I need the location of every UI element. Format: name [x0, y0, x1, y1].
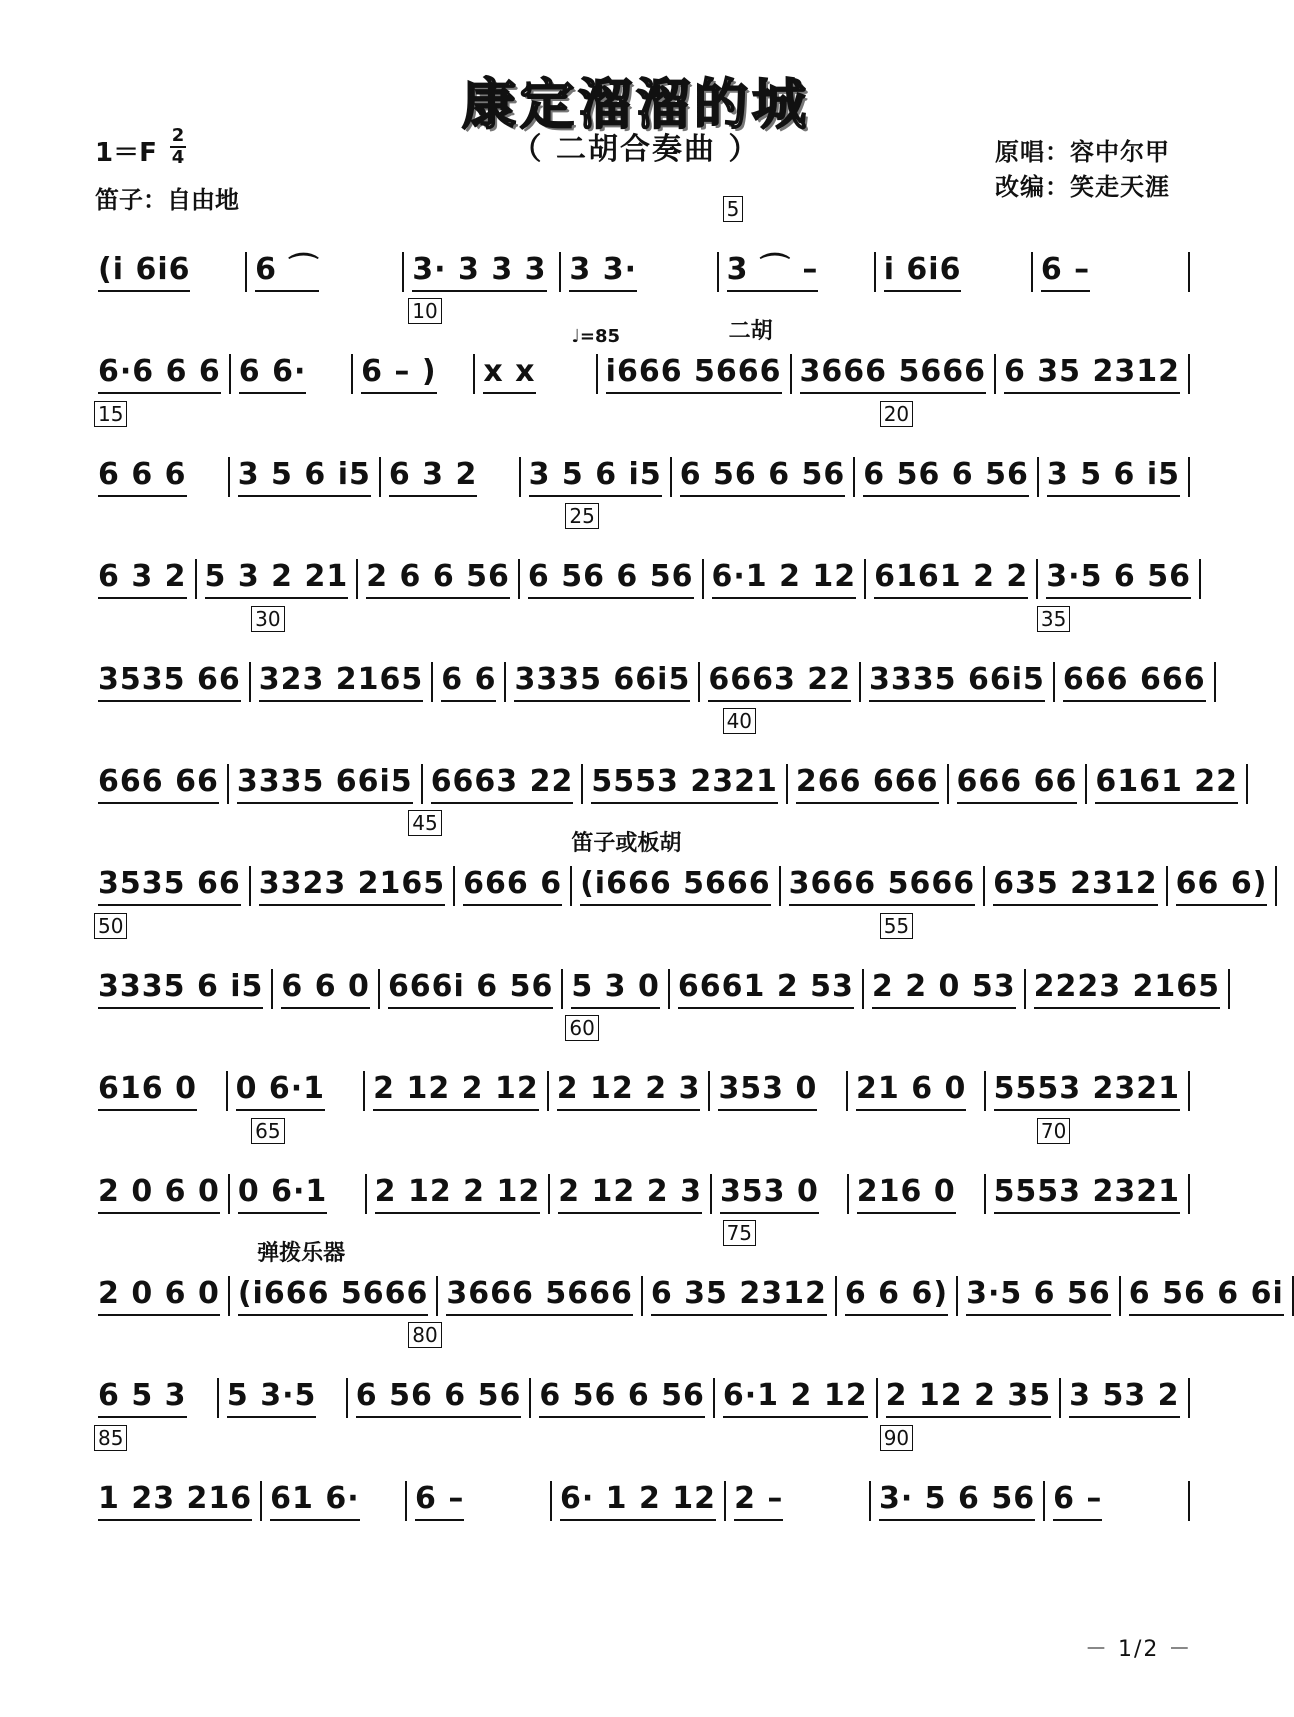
measure — [273, 969, 378, 1013]
measure — [876, 252, 1031, 296]
measure-notes: 6 35 2312 — [1004, 354, 1180, 394]
score-system — [90, 1322, 1190, 1422]
measure-notes: 266 666 — [796, 764, 939, 804]
measure — [792, 354, 994, 398]
measure — [788, 764, 947, 808]
measure-notes: 6 3 2 — [98, 559, 187, 599]
measure-notes: 6663 22 — [708, 662, 851, 702]
measure-notes: 666 6 — [463, 866, 562, 906]
measure-row — [90, 354, 1190, 398]
measure — [251, 662, 432, 706]
measure — [90, 457, 228, 501]
measure-notes: 6 56 6 56 — [680, 457, 846, 497]
measure-notes: 6 – — [1041, 252, 1090, 292]
measure — [719, 252, 874, 296]
measure-notes: 666 66 — [98, 764, 219, 804]
score-system — [90, 1015, 1190, 1115]
barline — [1188, 354, 1190, 394]
measure — [985, 866, 1166, 910]
rehearsal-number: 55 — [880, 913, 913, 939]
measure — [848, 1071, 984, 1115]
measure — [455, 866, 570, 910]
measure — [549, 1071, 709, 1115]
measure — [90, 1378, 217, 1422]
measure — [230, 1174, 365, 1218]
measure-notes: 6·1 2 12 — [723, 1378, 868, 1418]
measure-notes: 666i 6 56 — [388, 969, 553, 1009]
measure-row — [90, 1174, 1190, 1218]
measure-notes: 6661 2 53 — [678, 969, 854, 1009]
measure-notes: 5553 2321 — [994, 1071, 1180, 1111]
measure-notes: 3535 66 — [98, 866, 241, 906]
measure-notes: 3·5 6 56 — [966, 1276, 1111, 1316]
measure — [90, 1481, 260, 1525]
measure-notes: 323 2165 — [259, 662, 424, 702]
measure-notes: x x — [483, 354, 535, 394]
measure-row — [90, 661, 1206, 706]
measure — [228, 1071, 364, 1115]
rehearsal-number: 5 — [723, 196, 744, 222]
measure-notes: 3323 2165 — [259, 866, 445, 906]
score-system — [90, 810, 1268, 910]
instrument-label: 笛子或板胡 — [571, 831, 682, 857]
measure — [90, 252, 245, 296]
rehearsal-number: 20 — [880, 401, 913, 427]
measure-notes: 3 53 2 — [1069, 1378, 1179, 1418]
measure-notes: 6161 22 — [1095, 764, 1238, 804]
instrument-label: 弹拨乐器 — [257, 1241, 346, 1266]
measure — [433, 662, 504, 706]
measure — [90, 1071, 226, 1115]
measure-notes: 666 66 — [957, 764, 1078, 804]
rehearsal-number: 80 — [408, 1322, 441, 1348]
measure — [561, 252, 716, 296]
measure-notes: 3 5 6 i5 — [238, 457, 371, 497]
rehearsal-number: 45 — [408, 810, 441, 836]
score-system — [90, 298, 1190, 398]
measure-notes: 616 0 — [98, 1071, 197, 1111]
measure — [986, 1174, 1188, 1218]
measure-notes: 66 6) — [1176, 866, 1268, 906]
measure — [90, 764, 227, 808]
measure — [90, 354, 229, 398]
intro-instruction: 笛子：自由地 — [95, 186, 239, 214]
measure-row — [90, 866, 1268, 910]
measure-notes: 6 – — [1053, 1481, 1102, 1521]
measure-row — [90, 252, 1190, 296]
measure — [583, 764, 785, 808]
measure-notes: 5553 2321 — [994, 1174, 1180, 1214]
measure-notes: 6 6· — [239, 354, 307, 394]
measure-notes: 61 6· — [270, 1481, 359, 1521]
measure-notes: 6 6 0 — [281, 969, 370, 1009]
measure-notes: (i666 5666 — [238, 1276, 429, 1316]
measure-notes: 666 666 — [1063, 662, 1206, 702]
measure-notes: 3 3· — [569, 252, 637, 292]
measure — [197, 559, 357, 603]
measure-notes: 6 5 3 — [98, 1378, 187, 1418]
rehearsal-number: 60 — [565, 1015, 598, 1041]
measure — [247, 252, 402, 296]
measure-notes: 6 56 6 6i — [1129, 1276, 1284, 1316]
measure — [229, 764, 421, 808]
measure-row — [90, 1276, 1284, 1320]
measure-notes: 2 12 2 35 — [886, 1378, 1052, 1418]
measure-notes: 6·6 6 6 — [98, 354, 221, 394]
measure — [996, 354, 1188, 398]
measure-notes: 3535 66 — [98, 662, 241, 702]
barline — [1199, 559, 1201, 599]
measure — [878, 1378, 1060, 1422]
measure — [521, 457, 670, 501]
score-system — [90, 606, 1206, 706]
score-system — [90, 503, 1190, 603]
measure — [949, 764, 1086, 808]
measure-notes: 3·5 6 56 — [1046, 559, 1191, 599]
measure-row — [90, 559, 1190, 603]
measure — [643, 1276, 835, 1320]
measure-notes: 2 12 2 3 — [558, 1174, 702, 1214]
arranger: 改编：笑走天涯 — [995, 173, 1170, 201]
barline — [1246, 764, 1248, 804]
barline — [1188, 1174, 1190, 1214]
measure-notes: 6161 2 2 — [874, 559, 1028, 599]
measure-row — [90, 457, 1190, 501]
measure — [531, 1378, 713, 1422]
measure — [781, 866, 983, 910]
tempo-marking: ♩=85 — [571, 326, 621, 348]
measure-notes: 3666 5666 — [800, 354, 986, 394]
measure-notes: 2 12 2 12 — [375, 1174, 541, 1214]
measure — [1033, 252, 1188, 296]
measure — [864, 969, 1024, 1013]
barline — [1188, 1071, 1190, 1111]
measure — [1061, 1378, 1188, 1422]
measure — [231, 354, 351, 398]
measure — [90, 1174, 228, 1218]
measure-notes: 6 – ) — [361, 354, 436, 394]
score-system — [90, 196, 1190, 296]
measure — [1045, 1481, 1188, 1525]
measure-notes: 2 0 6 0 — [98, 1174, 220, 1214]
measure — [700, 662, 859, 706]
measure — [704, 559, 865, 603]
rehearsal-number: 75 — [723, 1220, 756, 1246]
measure-row — [90, 1071, 1190, 1115]
measure — [438, 1276, 640, 1320]
measure-notes: 3335 6 i5 — [98, 969, 263, 1009]
measure — [506, 662, 698, 706]
barline — [1292, 1276, 1294, 1316]
measure — [90, 969, 271, 1013]
measure — [1168, 866, 1276, 910]
barline — [1228, 969, 1230, 1009]
measure-notes: 3335 66i5 — [869, 662, 1045, 702]
measure — [381, 457, 519, 501]
measure — [866, 559, 1036, 603]
measure — [358, 559, 518, 603]
measure — [855, 457, 1037, 501]
measure-notes: 3· 3 3 3 — [412, 252, 546, 292]
measure — [251, 866, 453, 910]
measure-notes: 6 ⌒ — [255, 252, 319, 292]
measure-notes: 6 3 2 — [389, 457, 478, 497]
measure-notes: 3· 5 6 56 — [879, 1481, 1035, 1521]
rehearsal-number: 85 — [94, 1425, 127, 1451]
measure-notes: 2 6 6 56 — [366, 559, 510, 599]
measure-notes: 6 56 6 56 — [539, 1378, 705, 1418]
page-number: － 1/2 － — [1085, 1637, 1193, 1662]
measure-notes: 3335 66i5 — [514, 662, 690, 702]
measure — [90, 1276, 228, 1320]
measure-notes: 2 – — [734, 1481, 783, 1521]
barline — [1214, 662, 1216, 702]
measure-notes: 6 35 2312 — [651, 1276, 827, 1316]
measure — [849, 1174, 984, 1218]
measure — [475, 354, 595, 398]
rehearsal-number: 70 — [1037, 1118, 1070, 1144]
measure — [986, 1071, 1188, 1115]
rehearsal-number: 65 — [251, 1118, 284, 1144]
measure-notes: 0 6·1 — [238, 1174, 327, 1214]
measure — [726, 1481, 869, 1525]
measure — [861, 662, 1053, 706]
score-subtitle: （ 二胡合奏曲 ） — [511, 132, 761, 167]
measure-notes: 6 56 6 56 — [863, 457, 1029, 497]
measure — [563, 969, 668, 1013]
score-system — [90, 1118, 1190, 1218]
measure — [1121, 1276, 1292, 1320]
measure — [715, 1378, 876, 1422]
measure-notes: 1 23 216 — [98, 1481, 252, 1521]
rehearsal-number: 40 — [723, 708, 756, 734]
measure-notes: 6 6 — [441, 662, 496, 702]
measure — [407, 1481, 550, 1525]
barline — [1188, 1481, 1190, 1521]
measure — [219, 1378, 346, 1422]
measure-notes: (i 6i6 — [98, 252, 190, 292]
measure-notes: 3666 5666 — [446, 1276, 632, 1316]
measure — [572, 866, 779, 910]
instrument-label: 二胡 — [728, 319, 773, 345]
measure-notes: 6 6 6 — [98, 457, 187, 497]
measure-notes: i666 5666 — [606, 354, 782, 394]
measure — [550, 1174, 710, 1218]
measure — [672, 457, 854, 501]
measure-notes: 2 2 0 53 — [872, 969, 1016, 1009]
score-system — [90, 708, 1239, 808]
measure — [1026, 969, 1228, 1013]
measure-notes: 5553 2321 — [591, 764, 777, 804]
measure — [423, 764, 582, 808]
barline — [1188, 252, 1190, 292]
measure — [365, 1071, 547, 1115]
measure-notes: 5 3 0 — [571, 969, 660, 1009]
barline — [1275, 866, 1277, 906]
measure-notes: 6 56 6 56 — [356, 1378, 522, 1418]
measure — [958, 1276, 1119, 1320]
measure — [262, 1481, 405, 1525]
measure — [520, 559, 702, 603]
measure-notes: 2 0 6 0 — [98, 1276, 220, 1316]
rehearsal-number: 50 — [94, 913, 127, 939]
rehearsal-number: 10 — [408, 298, 441, 324]
measure — [230, 1276, 437, 1320]
measure-notes: 5 3 2 21 — [205, 559, 349, 599]
measure-notes: 2 12 2 12 — [373, 1071, 539, 1111]
measure — [837, 1276, 956, 1320]
measure — [1055, 662, 1214, 706]
measure — [90, 662, 249, 706]
measure — [710, 1071, 846, 1115]
rehearsal-number: 15 — [94, 401, 127, 427]
measure — [1038, 559, 1199, 603]
measure-row — [90, 764, 1239, 808]
measure — [598, 354, 790, 398]
key-signature: 1＝F — [95, 138, 157, 168]
measure-notes: 6663 22 — [431, 764, 574, 804]
score-title: 康定溜溜的城 — [462, 73, 810, 136]
time-signature — [170, 126, 186, 168]
rehearsal-number: 90 — [880, 1425, 913, 1451]
measure — [367, 1174, 549, 1218]
measure — [712, 1174, 847, 1218]
measure — [670, 969, 862, 1013]
measure-notes: 2223 2165 — [1034, 969, 1220, 1009]
score-system — [90, 401, 1190, 501]
barline — [1188, 457, 1190, 497]
measure — [552, 1481, 724, 1525]
measure-row — [90, 1378, 1190, 1422]
measure — [404, 252, 559, 296]
measure-row — [90, 968, 1221, 1013]
measure-notes: 0 6·1 — [236, 1071, 325, 1111]
score-system — [90, 1220, 1284, 1320]
measure-notes: i 6i6 — [884, 252, 962, 292]
measure — [90, 866, 249, 910]
measure-notes: 2 12 2 3 — [557, 1071, 701, 1111]
measure-notes: 3 5 6 i5 — [1047, 457, 1180, 497]
measure — [230, 457, 379, 501]
rehearsal-number: 30 — [251, 606, 284, 632]
measure — [90, 559, 195, 603]
measure-notes: 6· 1 2 12 — [560, 1481, 716, 1521]
measure-notes: 6 – — [415, 1481, 464, 1521]
measure — [1039, 457, 1188, 501]
score-system — [90, 1425, 1190, 1525]
original-singer: 原唱：容中尔甲 — [995, 138, 1170, 166]
measure — [871, 1481, 1043, 1525]
measure-notes: 6 56 6 56 — [528, 559, 694, 599]
time-signature-top: 2 — [171, 125, 185, 146]
rehearsal-number: 25 — [565, 503, 598, 529]
measure-notes: 5 3·5 — [227, 1378, 316, 1418]
measure-notes: 353 0 — [720, 1174, 819, 1214]
measure-notes: 3335 66i5 — [237, 764, 413, 804]
measure-notes: 216 0 — [857, 1174, 956, 1214]
score-system — [90, 913, 1221, 1013]
measure-notes: 635 2312 — [993, 866, 1158, 906]
measure-notes: 3 ⌒ – — [727, 252, 819, 292]
measure-notes: 21 6 0 — [856, 1071, 966, 1111]
measure-notes: 6 6 6) — [845, 1276, 948, 1316]
measure-row — [90, 1481, 1190, 1525]
measure-notes: 6·1 2 12 — [712, 559, 857, 599]
barline — [1188, 1378, 1190, 1418]
rehearsal-number: 35 — [1037, 606, 1070, 632]
measure-notes: 353 0 — [718, 1071, 817, 1111]
measure — [1087, 764, 1246, 808]
time-signature-bottom: 4 — [171, 147, 185, 168]
measure — [380, 969, 561, 1013]
measure-notes: (i666 5666 — [580, 866, 771, 906]
measure-notes: 3666 5666 — [789, 866, 975, 906]
measure — [348, 1378, 530, 1422]
measure — [353, 354, 473, 398]
measure-notes: 3 5 6 i5 — [529, 457, 662, 497]
